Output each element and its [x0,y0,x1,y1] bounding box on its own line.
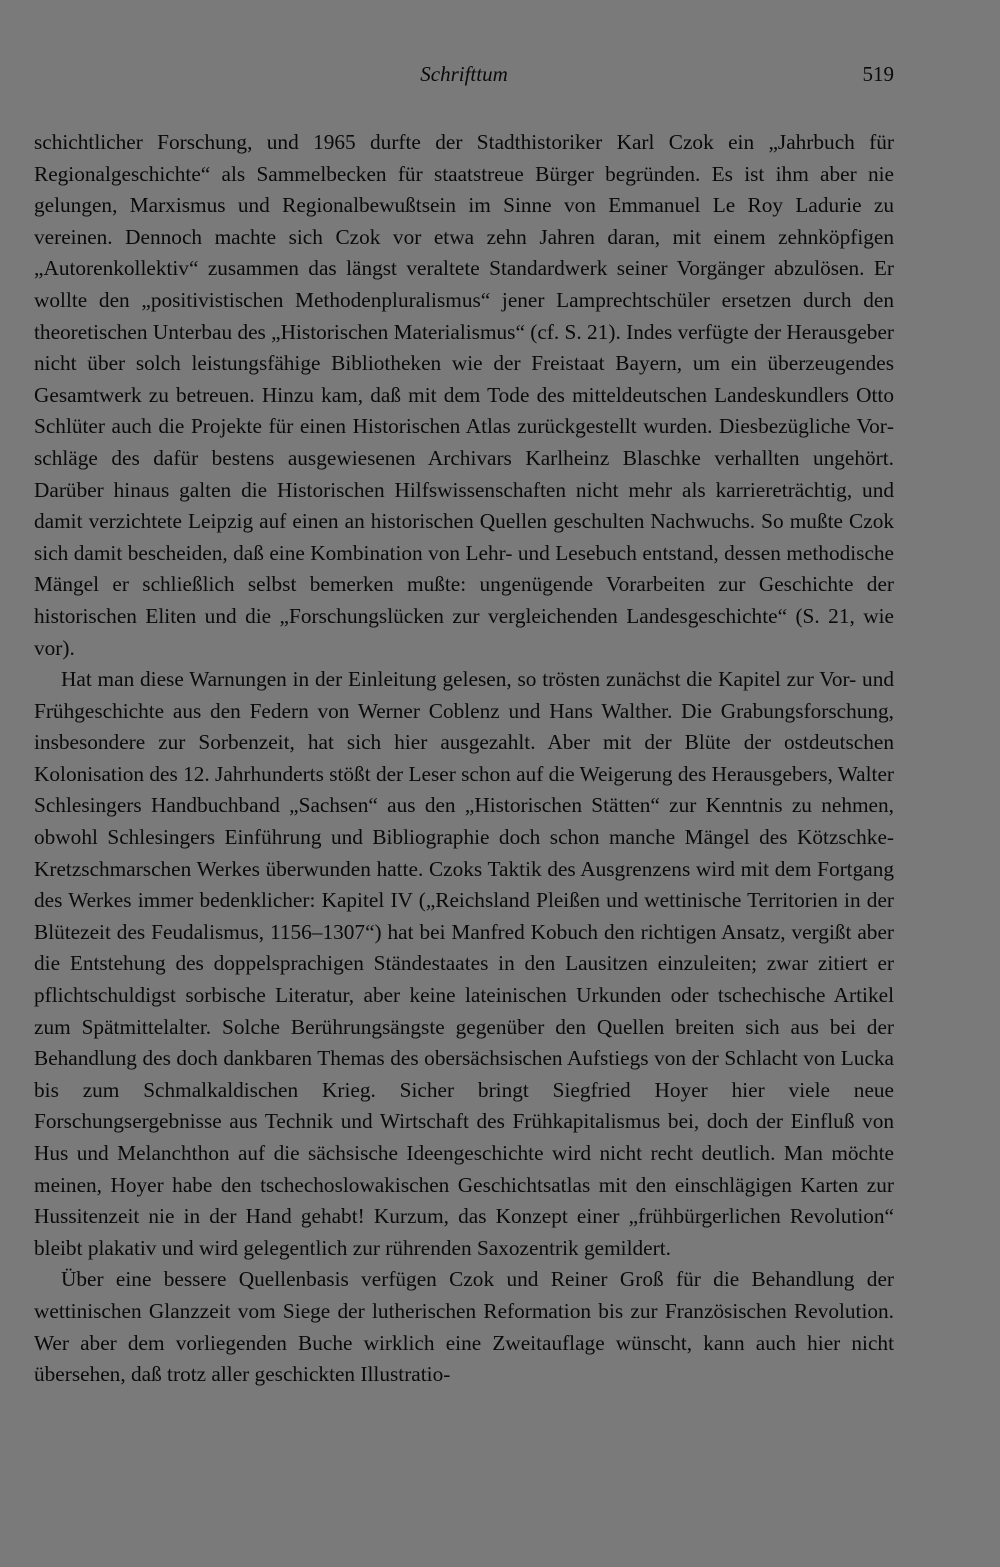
page-number: 519 [862,62,894,86]
body-text [34,127,894,1391]
paragraph-2: Hat man diese Warnungen in der Einleitung gelesen, so trösten zunächst die Kapitel zur Vor- und Frühgeschichte aus den Federn von Werner Coblenz und Hans Walther. Die Grabungsforschung, insbesondere zur Sorbenzeit, hat sich hier ausgezahlt. Aber mit der Blüte der ostdeutschen Kolonisation des 12. Jahrhunderts stößt der Leser schon auf die Weigerung des Herausgebers, Walter Schlesingers Handbuchband „Sachsen“ aus den „Historischen Stätten“ zur Kenntnis zu nehmen, obwohl Schlesingers Einführung und Bibliographie doch schon manche Mängel des Kötzschke-Kretzschmarschen Werkes überwunden hatte. Czoks Taktik des Ausgrenzens wird mit dem Fortgang des Werkes immer bedenklicher: Kapitel IV („Reichsland Pleißen und wettinische Territorien in der Blütezeit des Feudalismus, 1156–1307“) hat bei Manfred Kobuch den richtigen Ansatz, vergißt aber die Entstehung des doppelsprachigen Ständestaates in den Lausitzen einzuleiten; zwar zitiert er pflichtschuldigst sorbische Literatur, aber keine lateinischen Urkunden oder tschechische Artikel zum Spätmittelalter. Solche Berührungsängste gegenüber den Quellen breiten sich aus bei der Behandlung des doch dankbaren Themas des obersächsischen Aufstiegs von der Schlacht von Lucka bis zum Schmalkaldischen Krieg. Sicher bringt Siegfried Hoyer hier viele neue Forschungsergebnisse aus Technik und Wirtschaft des Frühkapitalismus bei, doch der Einfluß von Hus und Melanchthon auf die sächsische Ideengeschichte wird nicht recht deutlich. Man möchte meinen, Hoyer habe den tschechoslowakischen Geschichtsatlas mit den einschlägigen Karten zur Hussitenzeit nie in der Hand gehabt! Kurzum, das Konzept einer „frühbürgerlichen Revolution“ bleibt plakativ und wird gelegentlich zur rührenden Saxozentrik gemildert. [34,667,894,1260]
paragraph-3: Über eine bessere Quellenbasis verfügen Czok und Reiner Groß für die Behandlung der wettinischen Glanzzeit vom Siege der lutherischen Reformation bis zur Französischen Revolution. Wer aber dem vorliegenden Buche wirklich eine Zweitauflage wünscht, kann auch hier nicht übersehen, daß trotz aller geschickten Illustratio- [34,1267,894,1387]
running-head [34,62,894,92]
running-title: Schrifttum [420,62,508,86]
paragraph-1: schichtlicher Forschung, und 1965 durfte der Stadthistoriker Karl Czok ein „Jahrbuch für Regionalgeschichte“ als Sammelbecken für staatstreue Bürger begründen. Es ist ihm aber nie gelungen, Marxismus und Regionalbewußtsein im Sinne von Emmanuel Le Roy Ladurie zu vereinen. Dennoch machte sich Czok vor etwa zehn Jahren daran, mit einem zehnköpfigen „Autorenkollektiv“ zusammen das längst veraltete Standardwerk seiner Vorgänger abzulösen. Er wollte den „positivistischen Methodenpluralismus“ jener Lamprechtschüler ersetzen durch den theoretischen Unterbau des „Historischen Materialismus“ (cf. S. 21). Indes verfügte der Herausgeber nicht über solch leistungsfähige Bibliotheken wie der Freistaat Bayern, um ein überzeugendes Gesamtwerk zu betreuen. Hinzu kam, daß mit dem Tode des mitteldeutschen Landeskundlers Otto Schlüter auch die Projekte für einen Historischen Atlas zurückgestellt wurden. Diesbezügliche Vorschläge des dafür bestens ausgewiesenen Archivars Karlheinz Blaschke verhallten ungehört. Darüber hinaus galten die Historischen Hilfswissenschaften nicht mehr als karriereträchtig, und damit verzichtete Leipzig auf einen an historischen Quellen geschulten Nachwuchs. So mußte Czok sich damit bescheiden, daß eine Kombination von Lehr- und Lesebuch entstand, dessen methodische Mängel er schließlich selbst bemerken mußte: ungenügende Vorarbeiten zur Geschichte der historischen Eliten und die „Forschungslücken zur vergleichenden Landesgeschichte“ (S. 21, wie vor). [34,130,894,660]
